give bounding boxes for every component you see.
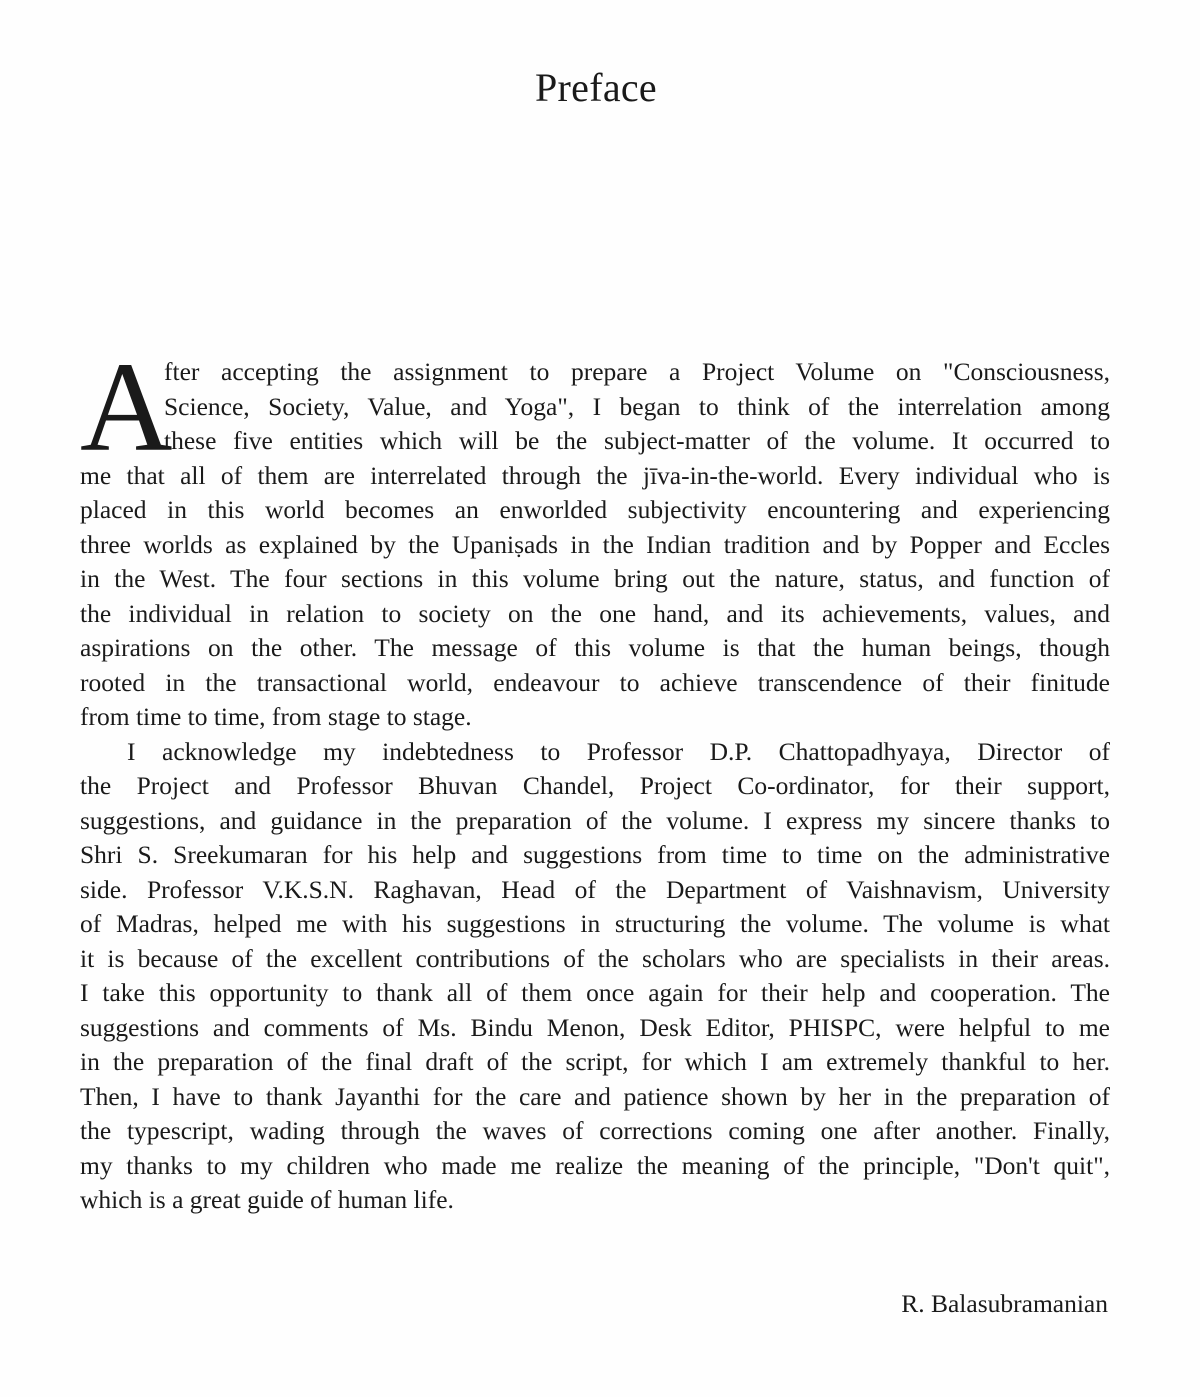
text-line: in the West. The four sections in this volume bring out the nature, status, and function of [80,564,1110,593]
text-line: my thanks to my children who made me realize the meaning of the principle, "Don't quit", [80,1150,1110,1180]
text-line: it is because of the excellent contributions of the scholars who are specialists in their areas. [80,943,1110,973]
preface-body [80,336,1110,1218]
text-line: in the preparation of the final draft of the script, for which I am extremely thankful to her. [80,1047,1110,1076]
text-line: rooted in the transactional world, endeavour to achieve transcendence of their finitude [80,667,1110,697]
text-line: aspirations on the other. The message of this volume is that the human beings, though [80,633,1110,662]
text-line: the individual in relation to society on the one hand, and its achievements, values, and [80,598,1110,628]
text-line: the typescript, wading through the waves of corrections coming one after another. Finally, [80,1116,1110,1145]
text-line: fter accepting the assignment to prepare a Project Volume on "Consciousness, [164,357,1110,386]
text-line: suggestions, and guidance in the preparation of the volume. I express my sincere thanks to [80,805,1110,835]
text-line: Shri S. Sreekumaran for his help and suggestions from time to time on the administrative [80,840,1110,869]
text-line: suggestions and comments of Ms. Bindu Menon, Desk Editor, PHISPC, were helpful to me [80,1012,1110,1042]
drop-cap-letter: A [80,336,173,478]
text-line: Science, Society, Value, and Yoga", I began to think of the interrelation among [164,391,1110,421]
text-line: from time to time, from stage to stage. [80,702,472,731]
text-line: I acknowledge my indebtedness to Professor D.P. Chattopadhyaya, Director of [127,736,1110,766]
text-line: I take this opportunity to thank all of them once again for their help and cooperation. The [80,978,1110,1007]
text-line: me that all of them are interrelated through the jīva-in-the-world. Every individual who is [80,460,1110,490]
page-title: Preface [534,65,657,110]
text-line: of Madras, helped me with his suggestions in structuring the volume. The volume is what [80,909,1110,938]
text-line: the Project and Professor Bhuvan Chandel, Project Co-ordinator, for their support, [80,771,1110,800]
text-line: which is a great guide of human life. [80,1185,454,1214]
text-line: placed in this world becomes an enworlded subjectivity encountering and experiencing [80,495,1110,524]
paragraph-1 [80,336,1110,735]
text-line: three worlds as explained by the Upaniṣads in the Indian tradition and by Popper and Eccles [80,529,1110,559]
paragraph-2 [80,735,1110,1218]
author-signature: R. Balasubramanian [901,1289,1108,1318]
text-line: these five entities which will be the subject-matter of the volume. It occurred to [164,426,1110,455]
text-line: Then, I have to thank Jayanthi for the care and patience shown by her in the preparation of [80,1081,1110,1111]
text-line: side. Professor V.K.S.N. Raghavan, Head of the Department of Vaishnavism, University [80,874,1110,904]
